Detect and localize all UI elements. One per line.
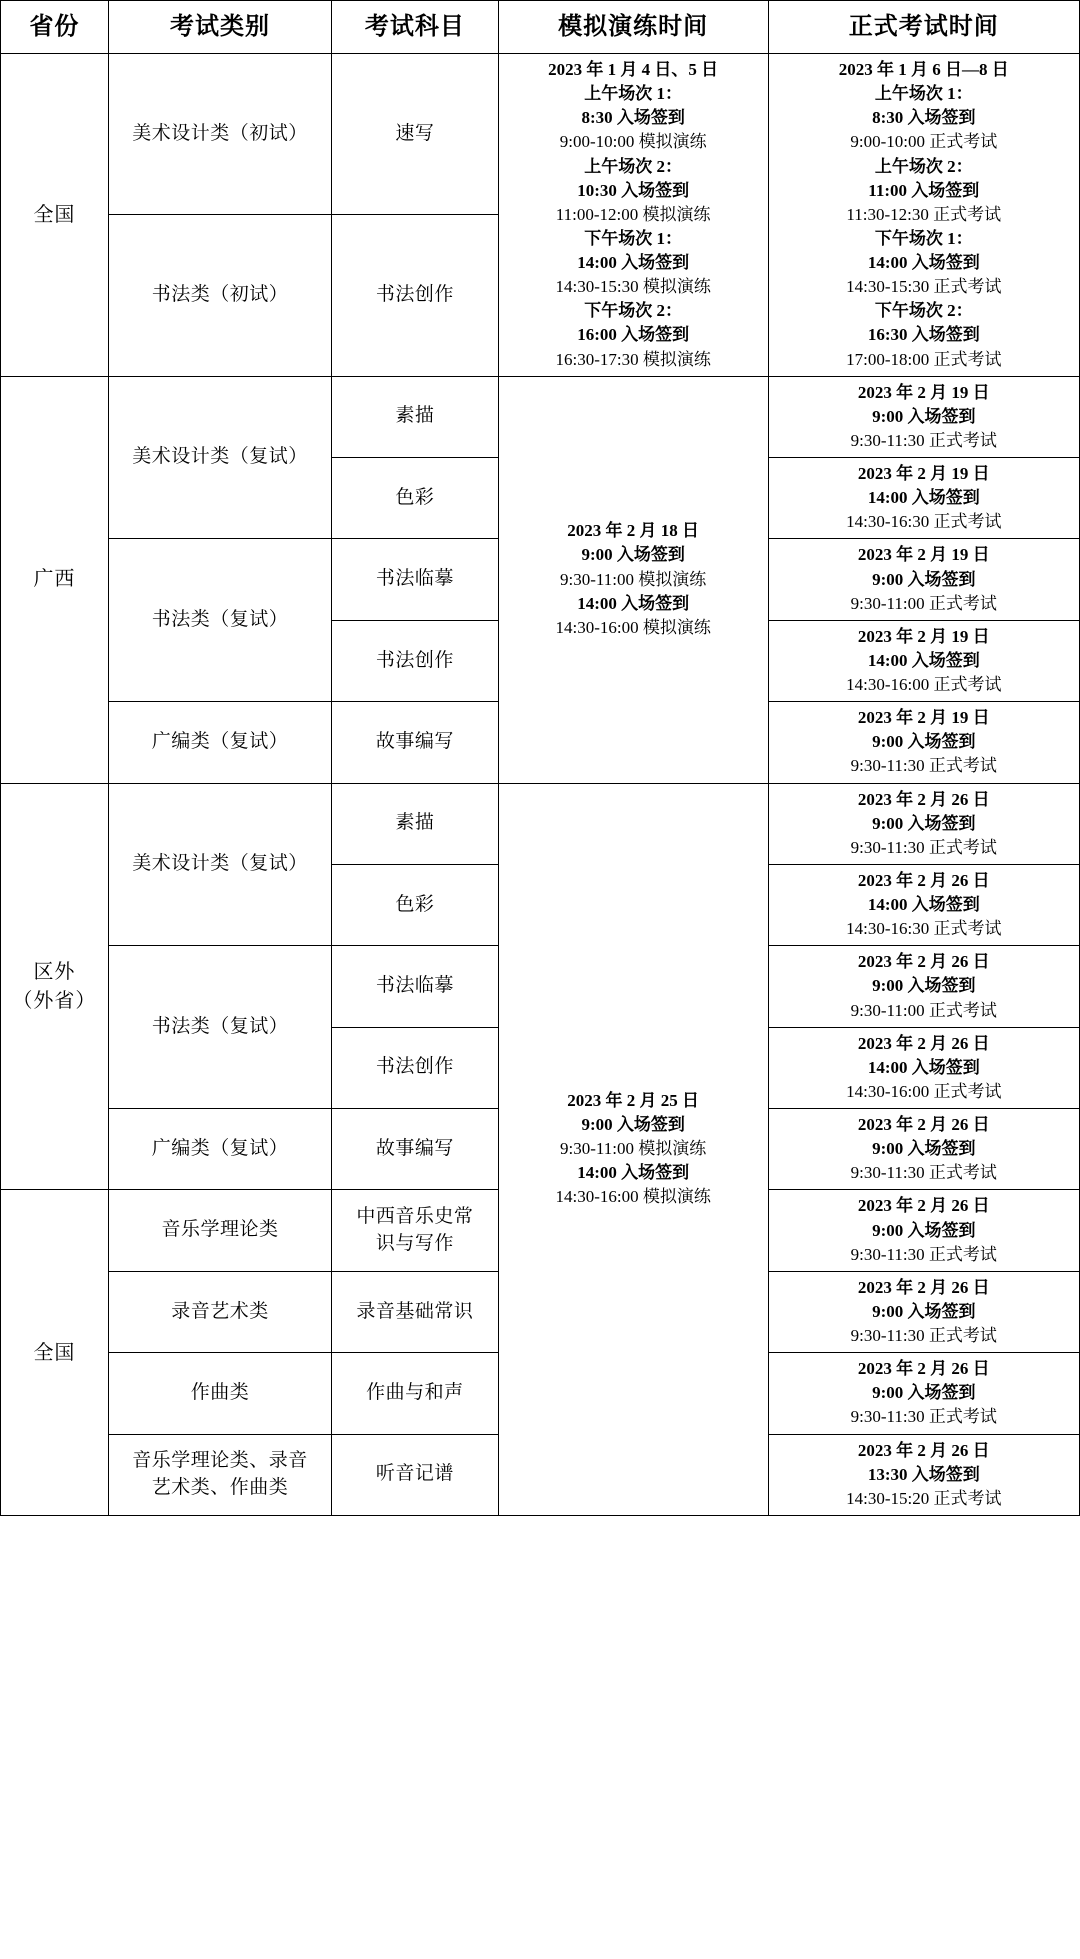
text-line: 美术设计类（复试） [132,852,308,874]
text-line: 色彩 [395,893,435,915]
time-line: 9:00 入场签到 [872,1220,976,1240]
time-line: 9:00 入场签到 [872,406,976,426]
time-line: 9:00 入场签到 [581,545,685,565]
subject-cell [332,215,499,376]
subject-cell [332,539,499,620]
time-line: 上午场次 2： [874,156,973,176]
text-line: 书法创作 [375,1056,454,1078]
time-line: 9:00-10:00 正式考试 [850,132,998,152]
time-line: 2023 年 2 月 26 日 [857,1277,990,1297]
subject-cell [332,1109,499,1190]
text-line: 艺术类、作曲类 [151,1476,289,1498]
time-line: 14:00 入场签到 [867,650,980,670]
official-time-cell [768,783,1079,864]
text-line: 听音记谱 [375,1463,454,1485]
time-line: 上午场次 2： [584,156,683,176]
time-line: 11:30-12:30 正式考试 [846,204,1002,224]
time-line: 2023 年 2 月 26 日 [857,1440,990,1460]
time-line: 2023 年 2 月 19 日 [857,626,990,646]
table-header [1,1,1080,54]
category-cell [108,1109,331,1190]
table-row [1,783,1080,864]
text-line: 广编类（复试） [151,1137,289,1159]
subject-cell [332,1027,499,1108]
time-line: 14:30-16:00 模拟演练 [555,1187,711,1207]
subject-cell [332,1434,499,1515]
text-line: 广编类（复试） [151,730,289,752]
category-cell [108,376,331,539]
category-cell [108,1271,331,1352]
time-line: 下午场次 1： [874,228,973,248]
time-line: 14:00 入场签到 [867,488,980,508]
text-line: 故事编写 [375,1137,454,1159]
subject-cell [332,702,499,783]
text-line: 音乐学理论类 [161,1219,279,1241]
subject-cell [332,1353,499,1434]
time-line: 13:30 入场签到 [867,1464,980,1484]
time-line: 2023 年 2 月 26 日 [857,952,990,972]
time-line: 14:30-16:00 模拟演练 [555,617,711,637]
table-header-row [1,1,1080,54]
time-line: 9:00 入场签到 [872,569,976,589]
official-time-cell [768,376,1079,457]
time-line: 14:00 入场签到 [577,253,690,273]
time-line: 11:00-12:00 模拟演练 [555,204,711,224]
text-line: 书法创作 [375,284,454,306]
time-line: 2023 年 2 月 19 日 [857,545,990,565]
time-line: 上午场次 1： [874,84,973,104]
text-line: 区外 [33,961,76,984]
column-header-subject: 考试科目 [332,1,499,54]
time-line: 下午场次 2： [584,301,683,321]
subject-cell [332,864,499,945]
official-time-cell [768,1109,1079,1190]
time-line: 9:30-11:30 正式考试 [850,837,997,857]
category-cell [108,946,331,1109]
time-line: 9:00 入场签到 [581,1115,685,1135]
time-line: 2023 年 2 月 18 日 [567,521,700,541]
official-time-cell [768,702,1079,783]
province-cell [1,376,109,783]
table-row [1,54,1080,215]
category-cell [108,215,331,376]
official-time-cell [768,946,1079,1027]
subject-cell [332,376,499,457]
official-time-cell [768,1190,1079,1271]
time-line: 9:00 入场签到 [872,1383,976,1403]
time-line: 14:00 入场签到 [867,895,980,915]
time-line: 11:00 入场签到 [868,180,980,200]
time-line: 9:30-11:00 模拟演练 [560,1139,707,1159]
time-line: 9:00 入场签到 [872,732,976,752]
time-line: 14:00 入场签到 [867,253,980,273]
text-line: 作曲类 [190,1381,250,1403]
time-line: 9:00 入场签到 [872,1301,976,1321]
time-line: 下午场次 1： [584,228,683,248]
time-line: 16:30-17:30 模拟演练 [555,349,711,369]
time-line: 9:30-11:30 正式考试 [850,1244,997,1264]
time-line: 9:00 入场签到 [872,813,976,833]
time-line: 9:30-11:30 正式考试 [850,1407,997,1427]
text-line: 美术设计类（复试） [132,446,308,468]
province-cell [1,1190,109,1516]
official-time-cell [768,620,1079,701]
time-line: 14:30-16:30 正式考试 [846,512,1002,532]
time-line: 8:30 入场签到 [872,108,976,128]
text-line: 故事编写 [375,730,454,752]
text-line: 作曲与和声 [366,1381,464,1403]
time-line: 10:30 入场签到 [577,180,690,200]
time-line: 9:00 入场签到 [872,976,976,996]
time-line: 9:30-11:30 正式考试 [850,1326,997,1346]
text-line: 速写 [395,122,435,144]
text-line: 素描 [395,405,435,427]
text-line: 音乐学理论类、录音 [132,1449,308,1471]
text-line: 书法类（复试） [151,608,289,630]
time-line: 2023 年 2 月 26 日 [857,1033,990,1053]
official-time-cell [768,864,1079,945]
column-header-mock-time: 模拟演练时间 [498,1,768,54]
text-line: 色彩 [395,486,435,508]
time-line: 14:30-16:00 正式考试 [846,1081,1002,1101]
mock-time-cell [498,376,768,783]
mock-time-cell [498,783,768,1515]
time-line: 2023 年 2 月 19 日 [857,382,990,402]
category-cell [108,702,331,783]
text-line: 录音艺术类 [171,1300,269,1322]
text-line: （外省） [12,989,97,1012]
text-line: 识与写作 [375,1232,454,1254]
time-line: 下午场次 2： [874,301,973,321]
official-time-cell [768,1271,1079,1352]
time-line: 9:00-10:00 模拟演练 [559,132,707,152]
time-line: 2023 年 2 月 19 日 [857,708,990,728]
column-header-category: 考试类别 [108,1,331,54]
time-line: 17:00-18:00 正式考试 [846,349,1002,369]
official-time-cell [768,1027,1079,1108]
time-line: 9:30-11:30 正式考试 [850,430,997,450]
category-cell [108,1434,331,1515]
time-line: 2023 年 2 月 26 日 [857,1115,990,1135]
official-time-cell [768,54,1079,377]
subject-cell [332,946,499,1027]
time-line: 14:30-16:00 正式考试 [846,675,1002,695]
time-line: 2023 年 2 月 26 日 [857,870,990,890]
official-time-cell [768,1353,1079,1434]
mock-time-cell [498,54,768,377]
time-line: 9:00 入场签到 [872,1139,976,1159]
time-line: 8:30 入场签到 [581,108,685,128]
time-line: 2023 年 2 月 26 日 [857,1359,990,1379]
province-cell [1,54,109,377]
text-line: 广西 [33,568,76,591]
text-line: 书法临摹 [375,975,454,997]
column-header-official-time: 正式考试时间 [768,1,1079,54]
time-line: 14:30-15:30 模拟演练 [555,277,711,297]
table-row [1,376,1080,457]
time-line: 14:30-15:20 正式考试 [846,1488,1002,1508]
time-line: 9:30-11:30 正式考试 [850,756,997,776]
text-line: 书法临摹 [375,568,454,590]
time-line: 2023 年 2 月 19 日 [857,464,990,484]
time-line: 14:30-15:30 正式考试 [846,277,1002,297]
text-line: 全国 [33,1341,76,1364]
text-line: 全国 [33,203,76,226]
time-line: 2023 年 1 月 4 日、5 日 [548,60,719,80]
category-cell [108,1190,331,1271]
category-cell [108,54,331,215]
text-line: 书法创作 [375,649,454,671]
time-line: 2023 年 2 月 26 日 [857,1196,990,1216]
official-time-cell [768,1434,1079,1515]
subject-cell [332,1271,499,1352]
time-line: 14:00 入场签到 [867,1057,980,1077]
time-line: 2023 年 2 月 26 日 [857,789,990,809]
subject-cell [332,783,499,864]
text-line: 素描 [395,812,435,834]
text-line: 书法类（复试） [151,1015,289,1037]
category-cell [108,539,331,702]
official-time-cell [768,539,1079,620]
time-line: 14:30-16:30 正式考试 [846,919,1002,939]
time-line: 16:30 入场签到 [867,325,980,345]
time-line: 9:30-11:00 正式考试 [850,1000,997,1020]
column-header-province: 省份 [1,1,109,54]
text-line: 录音基础常识 [356,1300,474,1322]
subject-cell [332,54,499,215]
time-line: 9:30-11:00 正式考试 [850,593,997,613]
time-line: 2023 年 1 月 6 日—8 日 [838,60,1009,80]
text-line: 中西音乐史常 [356,1205,474,1227]
time-line: 2023 年 2 月 25 日 [567,1090,700,1110]
time-line: 14:00 入场签到 [577,593,690,613]
time-line: 9:30-11:00 模拟演练 [560,569,707,589]
time-line: 上午场次 1： [584,84,683,104]
time-line: 9:30-11:30 正式考试 [850,1163,997,1183]
category-cell [108,783,331,946]
text-line: 书法类（初试） [151,284,289,306]
text-line: 美术设计类（初试） [132,122,308,144]
time-line: 16:00 入场签到 [577,325,690,345]
official-time-cell [768,458,1079,539]
subject-cell [332,620,499,701]
subject-cell [332,1190,499,1271]
subject-cell [332,458,499,539]
category-cell [108,1353,331,1434]
province-cell [1,783,109,1190]
table-body [1,54,1080,1516]
time-line: 14:00 入场签到 [577,1163,690,1183]
